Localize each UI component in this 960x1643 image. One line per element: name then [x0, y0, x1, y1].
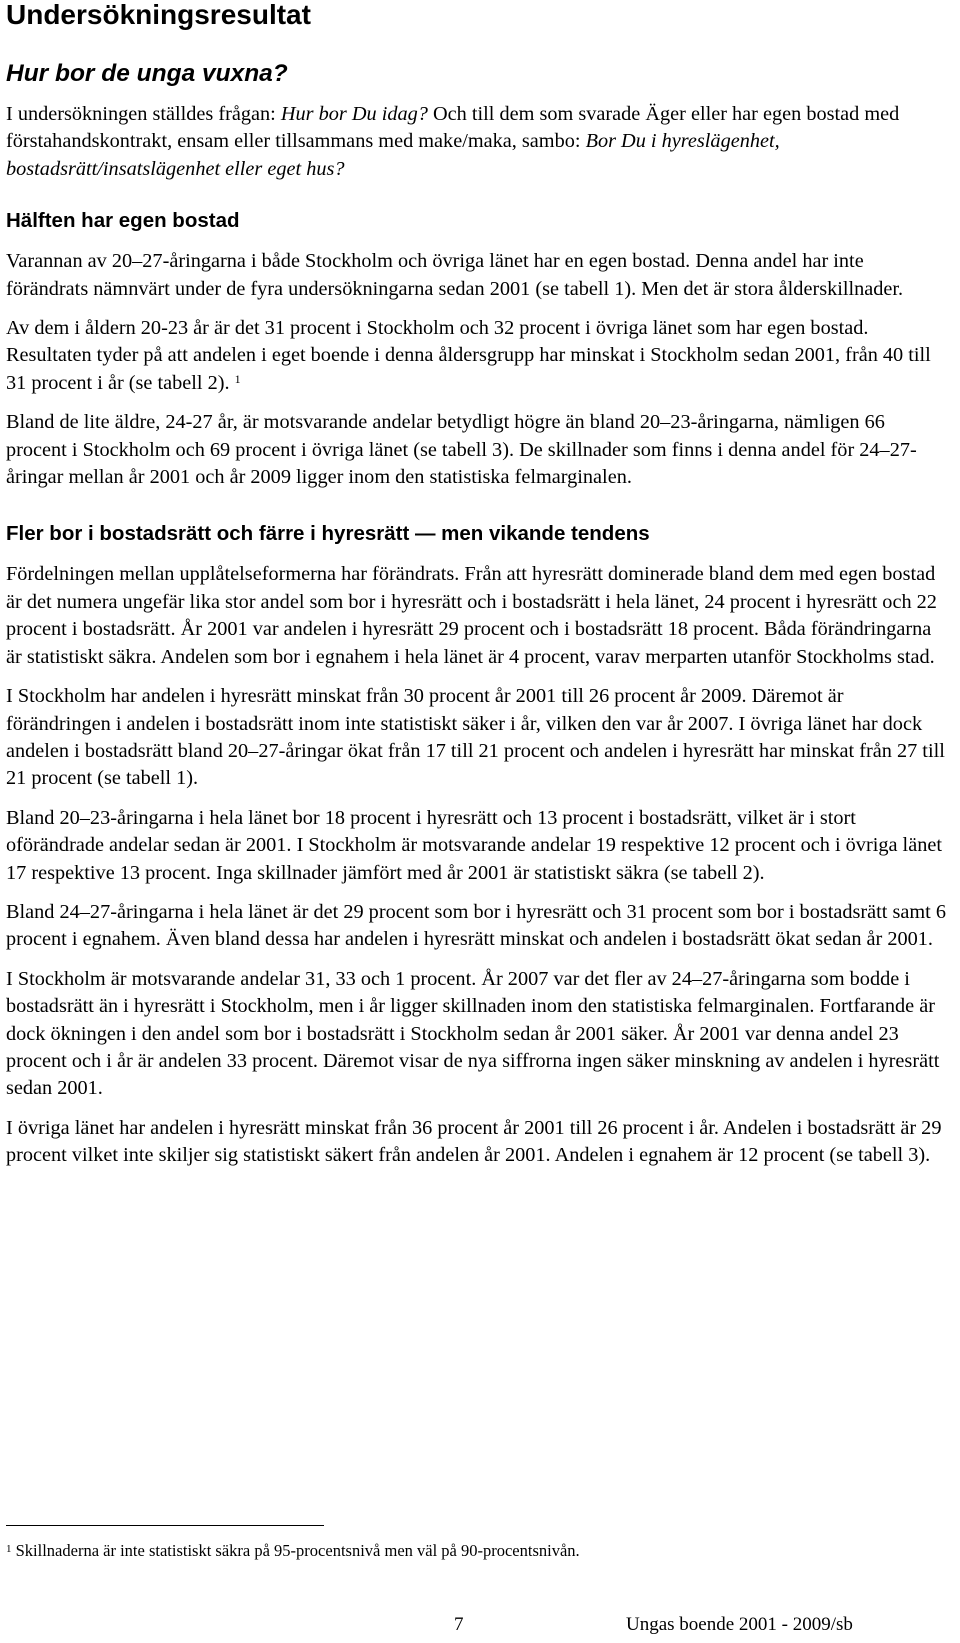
paragraph	[6, 315, 950, 397]
paragraph-text: Av dem i åldern 20-23 år är det 31 procent i Stockholm och 32 procent i övriga länet som har egen bostad. Resultaten tyder på att andelen i eget boende i denna åldersgrupp har minskat i Stockholm sedan 2001, från 40 till 31 procent i år (se tabell 2).	[6, 317, 931, 394]
paragraph: Fördelningen mellan upplåtelseformerna har förändrats. Från att hyresrätt dominerade bland dem med egen bostad är det numera ungefär lika stor andel som bor i hyresrätt och i bostadsrätt i hela länet, 24 procent i hyresrätt och 22 procent i bostadsrätt. År 2001 var andelen i hyresrätt 29 procent och i bostadsrätt 18 procent. Båda förändringarna är statistiskt säkra. Andelen som bor i egnahem i hela länet är 4 procent, varav merparten utanför Stockholms stad.	[6, 563, 937, 668]
footnote-text: Skillnaderna är inte statistiskt säkra på 95-procentsnivå men väl på 90-procentsnivån.	[11, 1541, 580, 1560]
footnote-divider	[6, 1525, 324, 1526]
intro-lead: I undersökningen ställdes frågan:	[6, 103, 281, 125]
page-number: 7	[454, 1614, 464, 1635]
page-title: Undersökningsresultat	[6, 0, 311, 30]
subsection-heading-egen-bostad: Hälften har egen bostad	[6, 209, 240, 233]
intro-question-2: Bor Du i hyreslägenhet, bostadsrätt/insatslägenhet eller eget hus?	[6, 130, 780, 180]
section-heading: Hur bor de unga vuxna?	[6, 60, 288, 87]
intro-middle: Och till dem som svarade Äger eller har egen bostad med förstahandskontrakt, ensam eller tillsammans med make/maka, sambo:	[6, 103, 900, 153]
footnote	[6, 1540, 580, 1562]
paragraph: I Stockholm har andelen i hyresrätt minskat från 30 procent år 2001 till 26 procent år 2009. Däremot är förändringen i andelen i bostadsrätt inom inte statistiskt säker i år, vilken den var år 2007. I övriga länet har dock andelen i bostadsrätt bland 20–27-åringar ökat från 17 till 21 procent och andelen i hyresrätt har minskat från 27 till 21 procent (se tabell 1).	[6, 685, 945, 790]
paragraph: Varannan av 20–27-åringarna i både Stockholm och övriga länet har en egen bostad. Denna andel har inte förändrats nämnvärt under de fyra undersökningarna sedan 2001 (se tabell 1). Men det är stora ålderskillnader.	[6, 250, 904, 300]
paragraph: Bland de lite äldre, 24-27 år, är motsvarande andelar betydligt högre än bland 20–23-åringarna, nämligen 66 procent i Stockholm och 69 procent i övriga länet (se tabell 3). De skillnader som finns i denna andel för 24–27-åringar mellan år 2001 och år 2009 ligger inom den statistiska felmarginalen.	[6, 411, 917, 489]
paragraph: Bland 20–23-åringarna i hela länet bor 18 procent i hyresrätt och 13 procent i bostadsrätt, vilket är i stort oförändrade andelar sedan är 2001. I Stockholm är motsvarande andelar 19 respektive 12 procent och i övriga länet 17 respektive 13 procent. Inga skillnader jämfört med år 2001 är statistiskt säkra (se tabell 2).	[6, 806, 942, 884]
footnote-reference[interactable]: 1	[234, 371, 241, 386]
footnote-marker: 1	[6, 1543, 12, 1555]
paragraph: Bland 24–27-åringarna i hela länet är det 29 procent som bor i hyresrätt och 31 procent som bor i bostadsrätt samt 6 procent i egnahem. Även bland dessa har andelen i hyresrätt minskat och andelen i bostadsrätt ökat sedan år 2001.	[6, 900, 947, 951]
intro-paragraph	[6, 101, 950, 183]
subsection-heading-bostadsratt: Fler bor i bostadsrätt och färre i hyresrätt — men vikande tendens	[6, 522, 650, 546]
running-footer-title: Ungas boende 2001 - 2009/sb	[626, 1614, 853, 1635]
document-page	[6, 0, 950, 1635]
paragraph: I övriga länet har andelen i hyresrätt minskat från 36 procent år 2001 till 26 procent i år. Andelen i bostadsrätt är 29 procent vilket inte skiljer sig statistiskt säkert från andelen år 2001. Andelen i egnahem är 12 procent (se tabell 3).	[6, 1116, 942, 1167]
paragraph: I Stockholm är motsvarande andelar 31, 33 och 1 procent. År 2007 var det fler av 24–27-åringarna som bodde i bostadsrätt än i hyresrätt i Stockholm, men i år ligger skillnaden inom den statistiska felmarginalen. Fortfarande är dock ökningen i den andel som bor i bostadsrätt i Stockholm sedan år 2001 säker. År 2001 var denna andel 23 procent och i år är andelen 33 procent. Däremot visar de nya siffrorna ingen säker minskning av andelen i hyresrätt sedan 2001.	[6, 967, 940, 1100]
intro-question-1: Hur bor Du idag?	[280, 103, 428, 125]
